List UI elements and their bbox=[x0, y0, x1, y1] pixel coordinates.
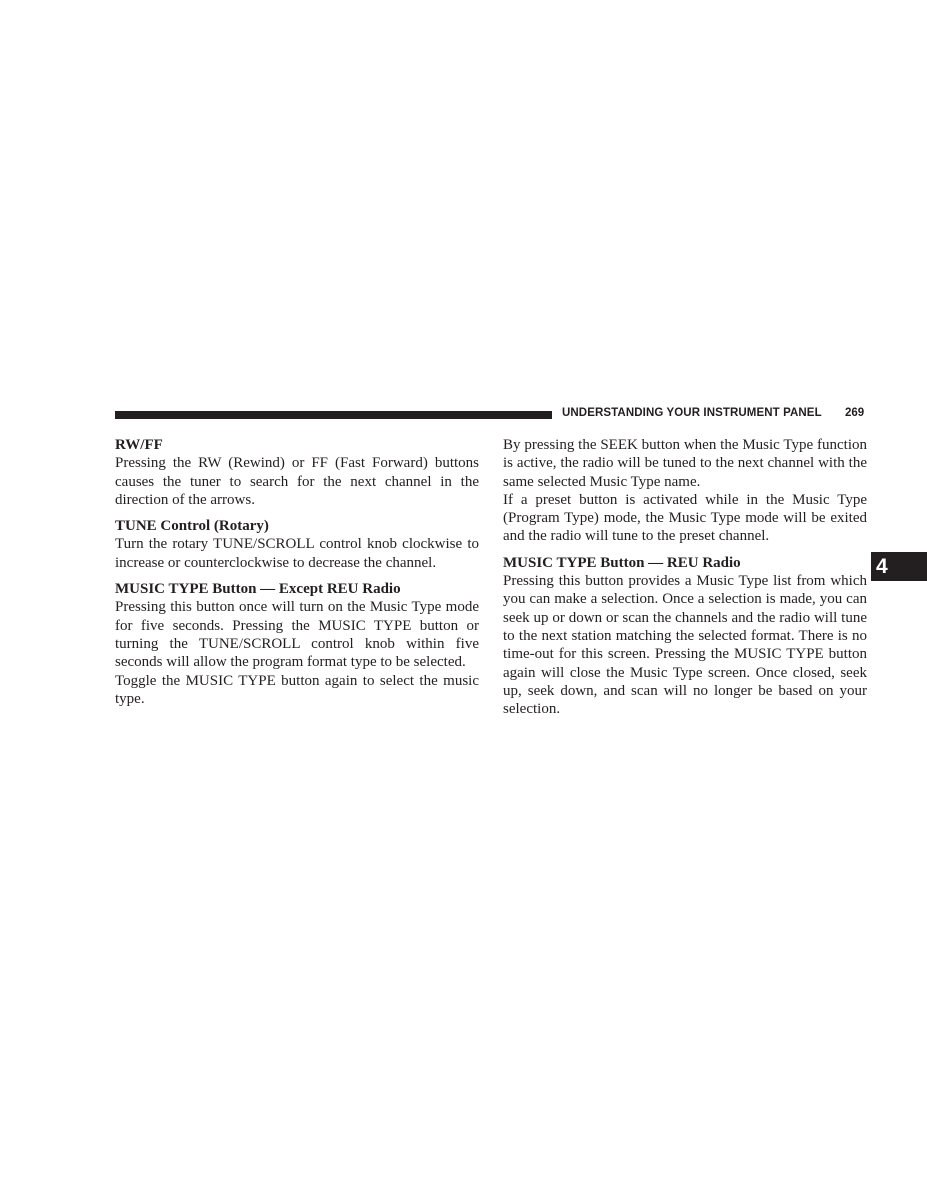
section-paragraph: Toggle the MUSIC TYPE button again to select the music type. bbox=[115, 672, 479, 707]
section-paragraph: Pressing this button once will turn on the Music Type mode for five seconds. Pressing the MUSIC TYPE button or turning the TUNE/SCROLL control knob within five seconds will allow the program format type to be selected. bbox=[115, 599, 479, 671]
section-heading: RW/FF bbox=[115, 437, 163, 453]
section-paragraph: If a preset button is activated while in the Music Type (Program Type) mode, the Music Type mode will be exited and the radio will tune to the preset channel. bbox=[503, 491, 867, 545]
section-tune-control bbox=[115, 517, 479, 572]
section-music-type-except-reu bbox=[115, 580, 479, 708]
section-heading: MUSIC TYPE Button — REU Radio bbox=[503, 554, 741, 571]
running-header-title: UNDERSTANDING YOUR INSTRUMENT PANEL bbox=[562, 407, 822, 419]
section-paragraph: Turn the rotary TUNE/SCROLL control knob clockwise to increase or counterclockwise to decrease the channel. bbox=[115, 536, 479, 571]
page-number: 269 bbox=[845, 407, 865, 419]
section-seek-continued bbox=[503, 436, 867, 546]
left-column bbox=[115, 436, 479, 716]
header-rule bbox=[115, 411, 552, 419]
section-rw-ff bbox=[115, 436, 479, 509]
section-paragraph: Pressing the RW (Rewind) or FF (Fast Forward) buttons causes the tuner to search for the next channel in the direction of the arrows. bbox=[115, 455, 479, 508]
chapter-tab: 4 bbox=[871, 552, 927, 581]
section-heading: TUNE Control (Rotary) bbox=[115, 518, 269, 535]
section-heading: MUSIC TYPE Button — Except REU Radio bbox=[115, 581, 401, 598]
section-paragraph: Pressing this button provides a Music Type list from which you can make a selection. Once a selection is made, you can seek up or down or scan the channels and the radio will tune to the next station matching the selected format. There is no time-out for this screen. Pressing the MUSIC TYPE button again will close the Music Type screen. Once closed, seek up, seek down, and scan will no longer be based on your selection. bbox=[503, 573, 867, 718]
section-paragraph: By pressing the SEEK button when the Music Type function is active, the radio will be tuned to the next channel with the same selected Music Type name. bbox=[503, 437, 867, 490]
section-music-type-reu bbox=[503, 554, 867, 719]
right-column bbox=[503, 436, 867, 726]
